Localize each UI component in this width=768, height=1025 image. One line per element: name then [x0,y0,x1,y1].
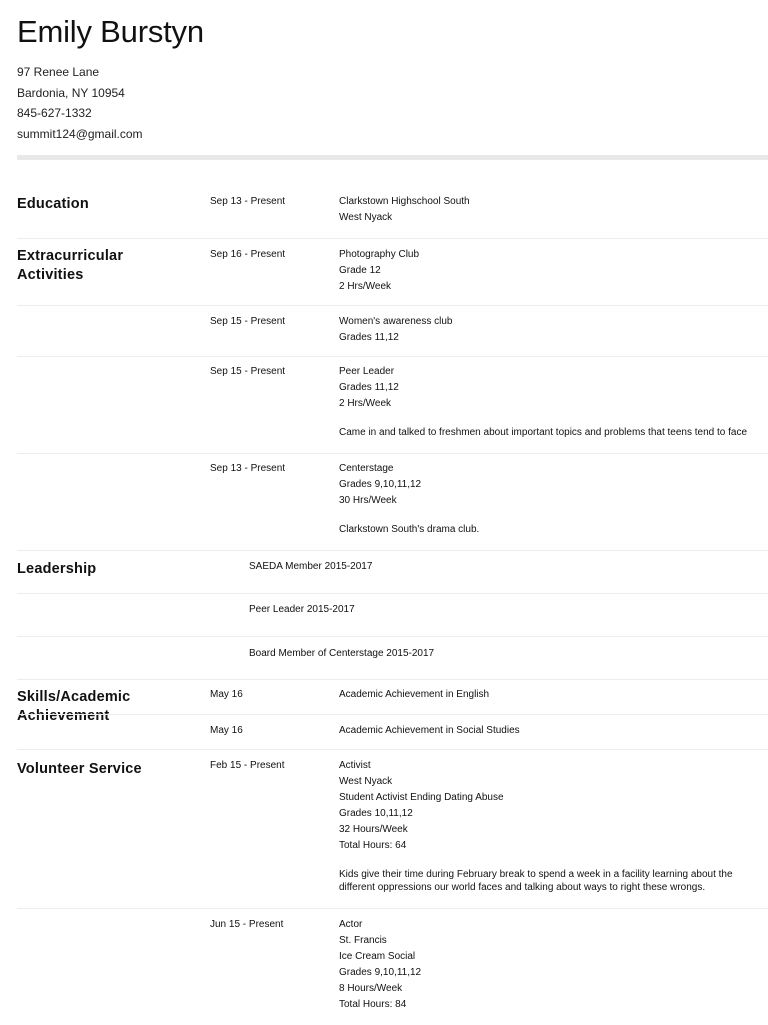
entry-title: Academic Achievement in Social Studies [339,725,520,736]
entry-title: Centerstage [339,463,394,474]
entry-date: May 16 [210,725,243,736]
heading-line: Activities [17,267,84,283]
entry-date: Jun 15 - Present [210,919,284,930]
section-heading-extracurricular [17,247,123,285]
entry-organization: St. Francis [339,935,387,946]
extracurricular-entry [17,238,768,306]
entry-grades: Grades 11,12 [339,332,399,343]
entry-detail [339,247,762,295]
address-line-2: Bardonia, NY 10954 [17,85,125,100]
school-location: West Nyack [339,212,393,223]
entry-date: Sep 16 - Present [210,249,286,260]
entry-hours: 2 Hrs/Week [339,281,392,292]
entry-date: Feb 15 - Present [210,760,285,771]
leadership-item: Peer Leader 2015-2017 [249,604,355,615]
phone-number: 845-627-1332 [17,106,92,120]
leadership-entry [17,593,768,637]
entry-program: Ice Cream Social [339,951,416,962]
leadership-entry [17,550,768,594]
heading-line: Skills/Academic [17,689,131,705]
entry-organization: West Nyack [339,776,393,787]
leadership-item: Board Member of Centerstage 2015-2017 [249,648,435,659]
entry-title: Women's awareness club [339,316,453,327]
entry-detail [339,314,762,346]
entry-role: Activist [339,760,371,771]
entry-description: Kids give their time during February break to spend a week in a facility learning about the different oppressions our world faces and talking about ways to right these wrongs. [339,869,733,893]
entry-grades: Grades 11,12 [339,382,399,393]
email-address: summit124@gmail.com [17,126,143,141]
extracurricular-entry [17,305,768,357]
contact-block [17,62,143,144]
entry-hours: 30 Hrs/Week [339,495,397,506]
extracurricular-entry [17,356,768,454]
entry-title: Photography Club [339,249,420,260]
section-heading-volunteer: Volunteer Service [17,761,142,777]
entry-date: Sep 13 - Present [210,463,286,474]
resume-name: Emily Burstyn [17,14,204,49]
section-heading-leadership: Leadership [17,561,97,577]
volunteer-entry [17,749,768,909]
entry-role: Actor [339,919,363,930]
address-line-1: 97 Renee Lane [17,65,100,79]
skills-entry [17,679,768,724]
entry-title: Academic Achievement in English [339,689,490,700]
entry-detail [339,194,762,226]
entry-hours: 8 Hours/Week [339,983,403,994]
leadership-item: SAEDA Member 2015-2017 [249,561,373,572]
extracurricular-entry [17,453,768,551]
entry-date: Sep 15 - Present [210,316,286,327]
entry-detail [339,461,762,536]
entry-grades: Grades 9,10,11,12 [339,479,422,490]
leadership-entry [17,636,768,680]
entry-detail [339,917,762,1013]
entry-detail [339,687,762,703]
entry-date: Sep 13 - Present [210,196,286,207]
entry-hours: 2 Hrs/Week [339,398,392,409]
school-name: Clarkstown Highschool South [339,196,470,207]
entry-hours: 32 Hours/Week [339,824,408,835]
entry-description: Clarkstown South's drama club. [339,524,480,535]
entry-detail [339,723,762,739]
volunteer-entry [17,908,768,1025]
section-heading-education: Education [17,196,89,212]
entry-date: May 16 [210,689,243,700]
entry-detail [339,758,762,894]
entry-total-hours: Total Hours: 84 [339,999,407,1010]
entry-grades: Grades 10,11,12 [339,808,413,819]
entry-program: Student Activist Ending Dating Abuse [339,792,504,803]
education-section [17,186,768,238]
entry-detail [339,364,762,439]
entry-grades: Grades 9,10,11,12 [339,967,422,978]
entry-total-hours: Total Hours: 64 [339,840,407,851]
heading-line: Extracurricular [17,248,124,264]
header-divider [17,155,768,160]
heading-line: Achievement [17,708,110,724]
entry-title: Peer Leader [339,366,395,377]
entry-grades: Grade 12 [339,265,381,276]
entry-date: Sep 15 - Present [210,366,286,377]
skills-entry [17,714,768,750]
entry-description: Came in and talked to freshmen about important topics and problems that teens tend to face [339,427,748,438]
